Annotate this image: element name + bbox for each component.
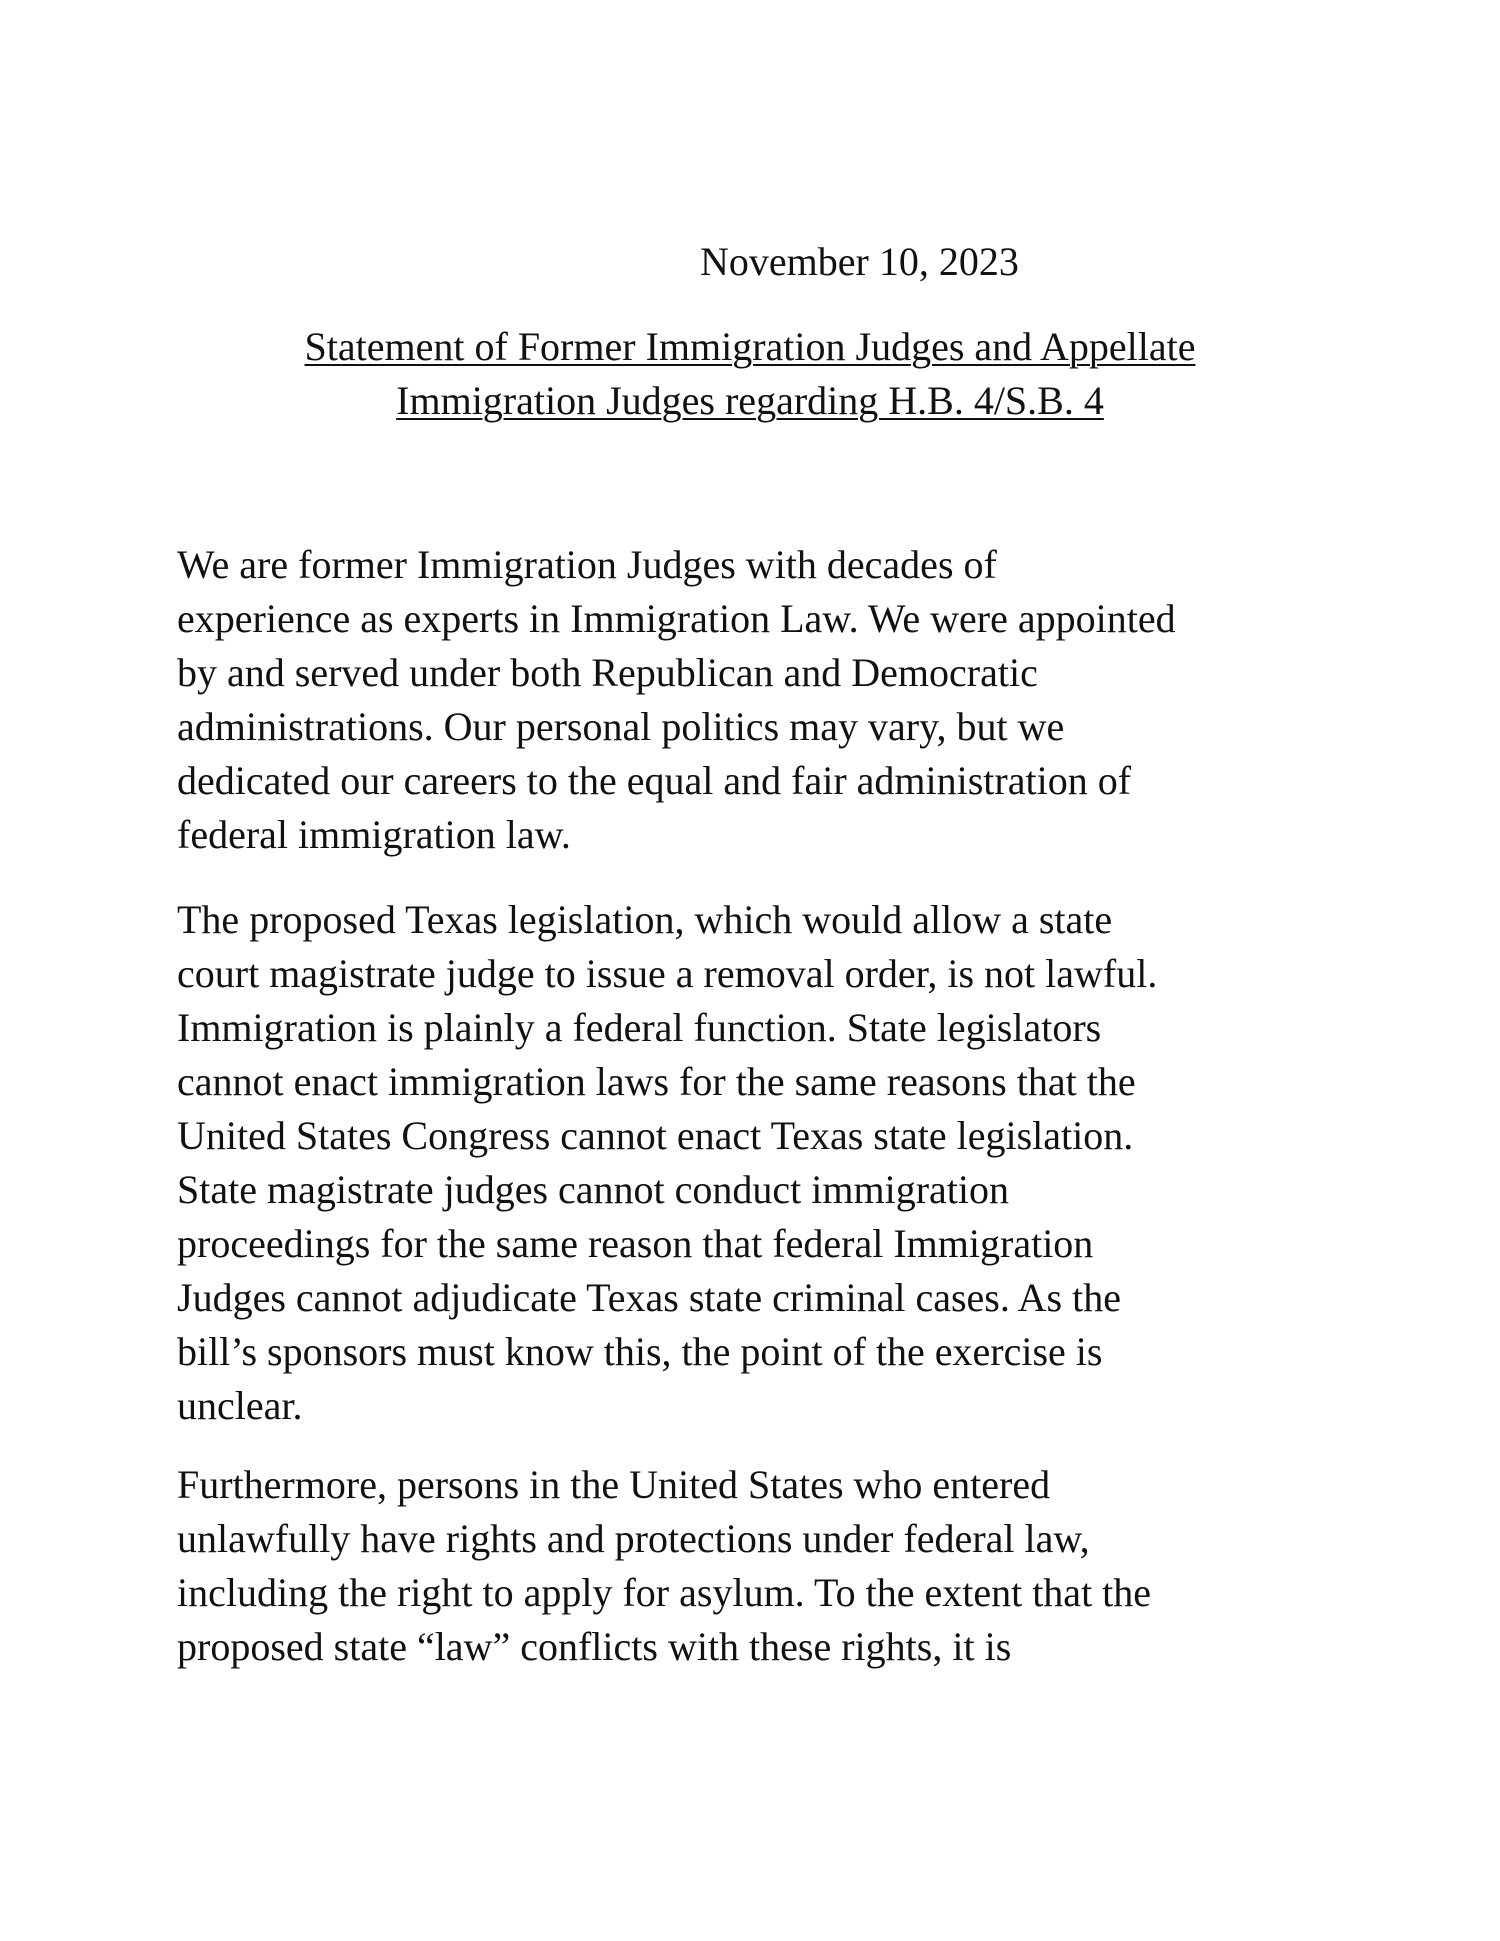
paragraph-line: court magistrate judge to issue a removal order, is not lawful. — [177, 951, 1158, 996]
paragraph-line: federal immigration law. — [177, 812, 571, 857]
paragraph-1 — [177, 538, 1337, 862]
paragraph-line: dedicated our careers to the equal and fair administration of — [177, 758, 1132, 803]
title-line-1: Statement of Former Immigration Judges and Appellate — [304, 324, 1196, 369]
paragraph-line: Furthermore, persons in the United States who entered — [177, 1462, 1051, 1507]
paragraph-line: proposed state “law” conflicts with these rights, it is — [177, 1624, 1012, 1669]
paragraph-line: Immigration is plainly a federal function. State legislators — [177, 1005, 1102, 1050]
paragraph-line: The proposed Texas legislation, which would allow a state — [177, 897, 1113, 942]
paragraph-line: proceedings for the same reason that federal Immigration — [177, 1221, 1094, 1266]
paragraph-2 — [177, 893, 1337, 1433]
paragraph-line: unclear. — [177, 1383, 303, 1428]
paragraph-3 — [177, 1458, 1337, 1674]
paragraph-line: United States Congress cannot enact Texas state legislation. — [177, 1113, 1134, 1158]
title-line-2: Immigration Judges regarding H.B. 4/S.B. 4 — [396, 378, 1104, 423]
document-date: November 10, 2023 — [700, 239, 1019, 284]
paragraph-line: administrations. Our personal politics may vary, but we — [177, 704, 1065, 749]
paragraph-line: Judges cannot adjudicate Texas state criminal cases. As the — [177, 1275, 1121, 1320]
paragraph-line: unlawfully have rights and protections under federal law, — [177, 1516, 1090, 1561]
paragraph-line: including the right to apply for asylum. To the extent that the — [177, 1570, 1152, 1615]
paragraph-line: We are former Immigration Judges with decades of — [177, 542, 997, 587]
paragraph-line: by and served under both Republican and Democratic — [177, 650, 1038, 695]
paragraph-line: experience as experts in Immigration Law. We were appointed — [177, 596, 1176, 641]
document-title — [0, 320, 1500, 428]
paragraph-line: State magistrate judges cannot conduct immigration — [177, 1167, 1010, 1212]
paragraph-line: bill’s sponsors must know this, the point of the exercise is — [177, 1329, 1103, 1374]
paragraph-line: cannot enact immigration laws for the same reasons that the — [177, 1059, 1136, 1104]
